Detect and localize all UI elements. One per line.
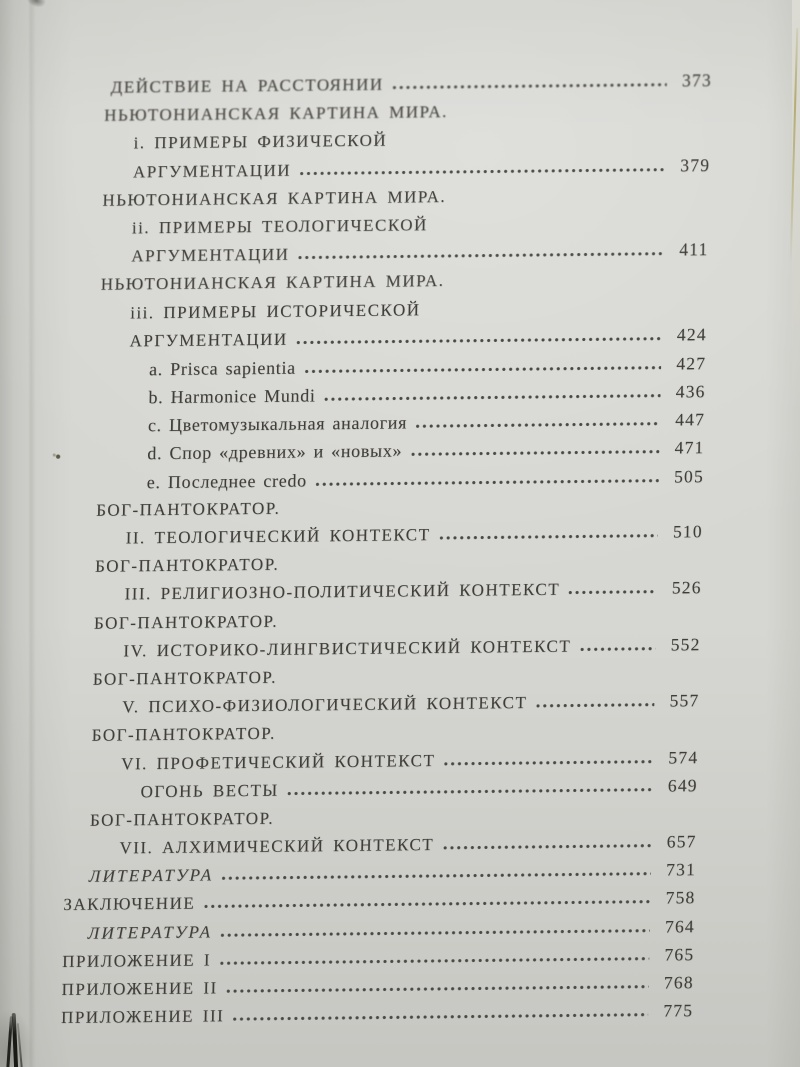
toc-entry-label: c. Цветомузыкальная аналогия bbox=[147, 412, 408, 436]
dot-leader bbox=[439, 534, 657, 540]
paper-speck bbox=[52, 452, 61, 460]
toc-entry-label: АРГУМЕНТАЦИИ bbox=[132, 160, 292, 181]
toc-entry-page-number: 411 bbox=[679, 239, 709, 260]
toc-entry-label: d. Спор «древних» и «новых» bbox=[147, 440, 403, 464]
toc-entry-page-number: 471 bbox=[674, 437, 705, 458]
toc-entry-label: a. Prisca sapientia bbox=[148, 357, 297, 380]
toc-entry-label: ПРИЛОЖЕНИЕ I bbox=[61, 950, 212, 971]
toc-entry-label: III. РЕЛИГИОЗНО-ПОЛИТИЧЕСКИЙ КОНТЕКСТ bbox=[124, 580, 561, 604]
dot-leader bbox=[222, 872, 651, 881]
toc-entry-label: АРГУМЕНТАЦИИ bbox=[131, 244, 290, 266]
dot-leader bbox=[316, 478, 659, 486]
dot-leader bbox=[305, 366, 661, 374]
toc-entry-label: БОГ-ПАНТОКРАТОР. bbox=[92, 667, 278, 689]
toc-entry-page-number: 552 bbox=[670, 633, 701, 655]
toc-entry-page-number: 775 bbox=[663, 1000, 694, 1021]
dot-leader bbox=[443, 844, 651, 850]
toc-entry-label: iii. ПРИМЕРЫ ИСТОРИЧЕСКОЙ bbox=[130, 299, 421, 322]
dot-leader bbox=[416, 422, 660, 429]
top-left-smudge bbox=[25, 0, 47, 10]
dot-leader bbox=[297, 336, 662, 344]
toc-entry-label: БОГ-ПАНТОКРАТОР. bbox=[93, 611, 279, 633]
toc-entry-page-number: 427 bbox=[676, 353, 707, 374]
dot-leader bbox=[204, 900, 650, 909]
table-of-contents bbox=[61, 67, 712, 1032]
toc-entry-page-number: 447 bbox=[674, 409, 706, 430]
toc-entry-page-number: 731 bbox=[665, 859, 697, 880]
toc-entry-page-number: 373 bbox=[681, 70, 713, 91]
toc-entry-label: ЛИТЕРАТУРА bbox=[88, 865, 214, 886]
toc-entry-label: i. ПРИМЕРЫ ФИЗИЧЕСКОЙ bbox=[133, 131, 388, 153]
toc-entry-page-number: 424 bbox=[676, 323, 707, 345]
dot-leader bbox=[298, 252, 663, 260]
toc-entry-page-number: 768 bbox=[663, 972, 694, 993]
toc-entry-label: ii. ПРИМЕРЫ ТЕОЛОГИЧЕСКОЙ bbox=[131, 215, 429, 238]
toc-entry-label: БОГ-ПАНТОКРАТОР. bbox=[89, 808, 275, 830]
dot-leader bbox=[444, 759, 653, 765]
dot-leader bbox=[220, 956, 649, 965]
toc-entry-label: ЗАКЛЮЧЕНИЕ bbox=[63, 894, 196, 915]
toc-entry-page-number: 574 bbox=[668, 746, 699, 767]
toc-entry-page-number: 649 bbox=[667, 774, 698, 796]
dot-leader bbox=[569, 590, 657, 595]
toc-entry-label: ПРИЛОЖЕНИЕ II bbox=[61, 978, 218, 999]
toc-entry-label: e. Последнее credo bbox=[146, 470, 308, 492]
toc-entry-page-number: 510 bbox=[672, 521, 704, 542]
dot-leader bbox=[325, 394, 661, 402]
dot-leader bbox=[392, 83, 666, 90]
toc-entry-label: БОГ-ПАНТОКРАТОР. bbox=[96, 498, 281, 520]
toc-entry-label: ОГОНЬ ВЕСТЫ bbox=[140, 780, 279, 801]
toc-entry-label: IV. ИСТОРИКО-ЛИНГВИСТИЧЕСКИЙ КОНТЕКСТ bbox=[123, 636, 572, 661]
toc-entry bbox=[61, 997, 694, 1032]
dot-leader bbox=[580, 646, 655, 651]
toc-entry-label: V. ПСИХО-ФИЗИОЛОГИЧЕСКИЙ КОНТЕКСТ bbox=[122, 693, 528, 717]
book-binding-mark bbox=[0, 1003, 34, 1067]
dot-leader bbox=[300, 167, 665, 175]
toc-entry-page-number: 526 bbox=[671, 577, 702, 598]
dot-leader bbox=[288, 787, 653, 795]
toc-entry-label: НЬЮТОНИАНСКАЯ КАРТИНА МИРА. bbox=[103, 102, 449, 125]
toc-entry-label: БОГ-ПАНТОКРАТОР. bbox=[91, 724, 277, 746]
toc-entry-page-number: 436 bbox=[675, 381, 706, 402]
toc-entry-page-number: 505 bbox=[673, 465, 705, 487]
toc-entry-label: НЬЮТОНИАНСКАЯ КАРТИНА МИРА. bbox=[102, 186, 447, 210]
toc-entry-label: ПРИЛОЖЕНИЕ III bbox=[60, 1006, 225, 1028]
toc-entry-label: БОГ-ПАНТОКРАТОР. bbox=[94, 554, 280, 576]
toc-entry-label: ЛИТЕРАТУРА bbox=[87, 922, 213, 943]
dot-leader bbox=[233, 1013, 648, 1021]
toc-entry-label: VI. ПРОФЕТИЧЕСКИЙ КОНТЕКСТ bbox=[120, 750, 436, 773]
toc-entry-page-number: 379 bbox=[680, 154, 711, 176]
toc-entry-page-number: 557 bbox=[669, 690, 700, 711]
toc-entry-label: VII. АЛХИМИЧЕСКИЙ КОНТЕКСТ bbox=[119, 835, 435, 858]
toc-entry-page-number: 657 bbox=[666, 831, 697, 852]
toc-entry-page-number: 764 bbox=[664, 915, 696, 937]
dot-leader bbox=[227, 985, 649, 994]
toc-entry-label: НЬЮТОНИАНСКАЯ КАРТИНА МИРА. bbox=[100, 271, 445, 295]
toc-entry-label: ДЕЙСТВИЕ НА РАССТОЯНИИ bbox=[110, 74, 384, 97]
toc-entry-label: b. Harmonice Mundi bbox=[148, 385, 316, 408]
dot-leader bbox=[221, 928, 650, 937]
toc-entry-label: II. ТЕОЛОГИЧЕСКИЙ КОНТЕКСТ bbox=[125, 525, 431, 548]
dot-leader bbox=[536, 703, 654, 708]
dot-leader bbox=[411, 450, 659, 457]
toc-entry-label: АРГУМЕНТАЦИИ bbox=[129, 329, 288, 351]
toc-entry-page-number: 758 bbox=[665, 887, 696, 908]
toc-entry-page-number: 765 bbox=[664, 943, 695, 965]
